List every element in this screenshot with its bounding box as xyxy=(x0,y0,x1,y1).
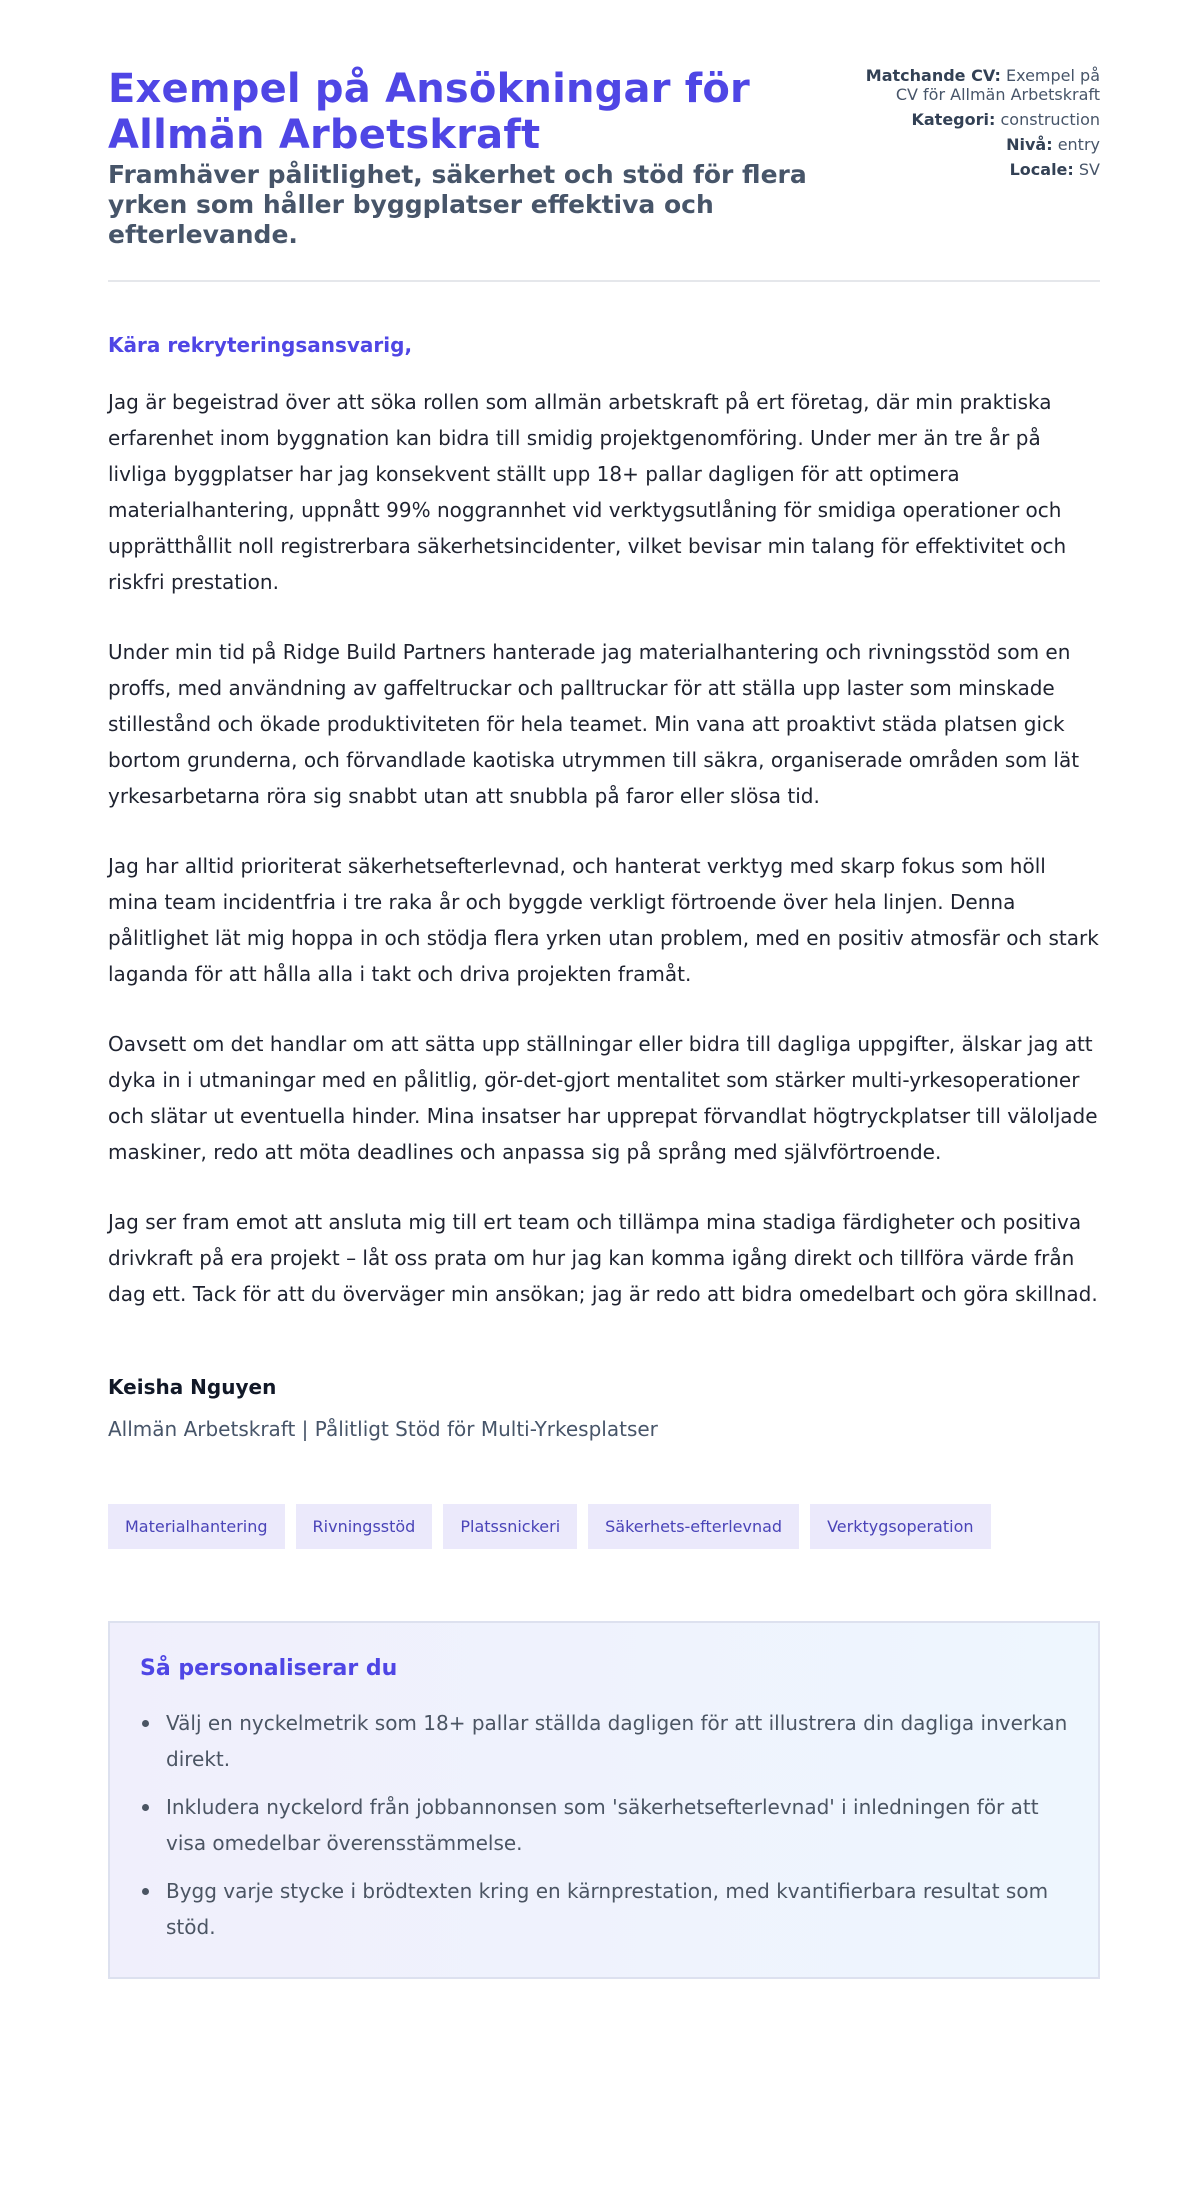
meta-value: construction xyxy=(1000,110,1100,129)
signature-name: Keisha Nguyen xyxy=(108,1375,277,1399)
meta-matching-cv xyxy=(860,66,1100,104)
signature xyxy=(108,1374,1100,1442)
skill-tag: Rivningsstöd xyxy=(296,1504,433,1549)
letter-body xyxy=(108,332,1100,1312)
tip-item xyxy=(140,1705,1068,1777)
tip-text: Inkludera nyckelord från jobbannonsen som 'säkerhetsefterlevnad' i inledningen för att visa omedelbar överensstämmelse. xyxy=(166,1795,1039,1855)
skill-tag: Materialhantering xyxy=(108,1504,285,1549)
skill-tag: Säkerhets-efterlevnad xyxy=(588,1504,799,1549)
bullet-icon xyxy=(142,1804,149,1811)
tips-list xyxy=(140,1705,1068,1945)
letter-paragraph: Oavsett om det handlar om att sätta upp ställningar eller bidra till dagliga uppgifter, älskar jag att dyka in i utmaningar med en pålitlig, gör-det-gjort mentalitet som stärker multi-yrkesoperationer och slätar ut eventuella hinder. Mina insatser har upprepat förvandlat högtryckplatser till väloljade maskiner, redo att möta deadlines och anpassa sig på språng med självförtroende. xyxy=(108,1032,1098,1164)
skill-tag: Platssnickeri xyxy=(443,1504,577,1549)
page-header xyxy=(108,66,1100,282)
page-subtitle: Framhäver pålitlighet, säkerhet och stöd för flera yrken som håller byggplatser effektiva och efterlevande. xyxy=(108,160,807,249)
meta-key: Kategori: xyxy=(911,110,996,129)
letter-paragraph: Jag har alltid prioriterat säkerhetsefterlevnad, och hanterat verktyg med skarp fokus som höll mina team incidentfria i tre raka år och byggde verkligt förtroende över hela linjen. Denna pålitlighet lät mig hoppa in och stödja flera yrken utan problem, med en positiv atmosfär och stark laganda för att hålla alla i takt och driva projekten framåt. xyxy=(108,854,1099,986)
meta-key: Locale: xyxy=(1009,160,1074,179)
meta-category xyxy=(860,110,1100,129)
meta-value: entry xyxy=(1057,135,1100,154)
personalization-tips xyxy=(108,1621,1100,1979)
salutation: Kära rekryteringsansvarig, xyxy=(108,333,413,357)
signature-title: Allmän Arbetskraft | Pålitligt Stöd för Multi-Yrkesplatser xyxy=(108,1417,658,1441)
meta-key: Matchande CV: xyxy=(865,66,1001,85)
meta-level xyxy=(860,135,1100,154)
letter-paragraph: Jag är begeistrad över att söka rollen som allmän arbetskraft på ert företag, där min praktiska erfarenhet inom byggnation kan bidra till smidig projektgenomföring. Under mer än tre år på livliga byggplatser har jag konsekvent ställt upp 18+ pallar dagligen för att optimera materialhantering, uppnått 99% noggrannhet vid verktygsutlåning för smidiga operationer och upprätthållit noll registrerbara säkerhetsincidenter, vilket bevisar min talang för effektivitet och riskfri prestation. xyxy=(108,390,1067,594)
meta-locale xyxy=(860,160,1100,179)
skill-tag: Verktygsoperation xyxy=(810,1504,990,1549)
meta-key: Nivå: xyxy=(1006,135,1053,154)
skill-tags xyxy=(108,1504,1100,1549)
letter-paragraph: Under min tid på Ridge Build Partners hanterade jag materialhantering och rivningsstöd som en proffs, med användning av gaffeltruckar och palltruckar för att ställa upp laster som minskade stillestånd och ökade produktiviteten för hela teamet. Min vana att proaktivt städa platsen gick bortom grunderna, och förvandlade kaotiska utrymmen till säkra, organiserade områden som lät yrkesarbetarna röra sig snabbt utan att snubbla på faror eller slösa tid. xyxy=(108,640,1080,808)
tip-text: Bygg varje stycke i brödtexten kring en kärnprestation, med kvantifierbara resultat som stöd. xyxy=(166,1879,1049,1939)
page-title: Exempel på Ansökningar för Allmän Arbetskraft xyxy=(108,66,750,158)
header-titles xyxy=(108,66,848,250)
meta-value: Exempel på CV för Allmän Arbetskraft xyxy=(895,66,1100,104)
tip-text: Välj en nyckelmetrik som 18+ pallar ställda dagligen för att illustrera din dagliga inverkan direkt. xyxy=(166,1711,1068,1771)
bullet-icon xyxy=(142,1720,149,1727)
tip-item xyxy=(140,1873,1068,1945)
meta-value: SV xyxy=(1078,160,1100,179)
bullet-icon xyxy=(142,1888,149,1895)
cover-letter-page xyxy=(108,66,1100,1979)
tips-title: Så personaliserar du xyxy=(140,1656,398,1681)
tip-item xyxy=(140,1789,1068,1861)
meta-info xyxy=(860,66,1100,185)
letter-paragraph: Jag ser fram emot att ansluta mig till ert team och tillämpa mina stadiga färdigheter och positiva drivkraft på era projekt – låt oss prata om hur jag kan komma igång direkt och tillföra värde från dag ett. Tack för att du överväger min ansökan; jag är redo att bidra omedelbart och göra skillnad. xyxy=(108,1210,1098,1306)
